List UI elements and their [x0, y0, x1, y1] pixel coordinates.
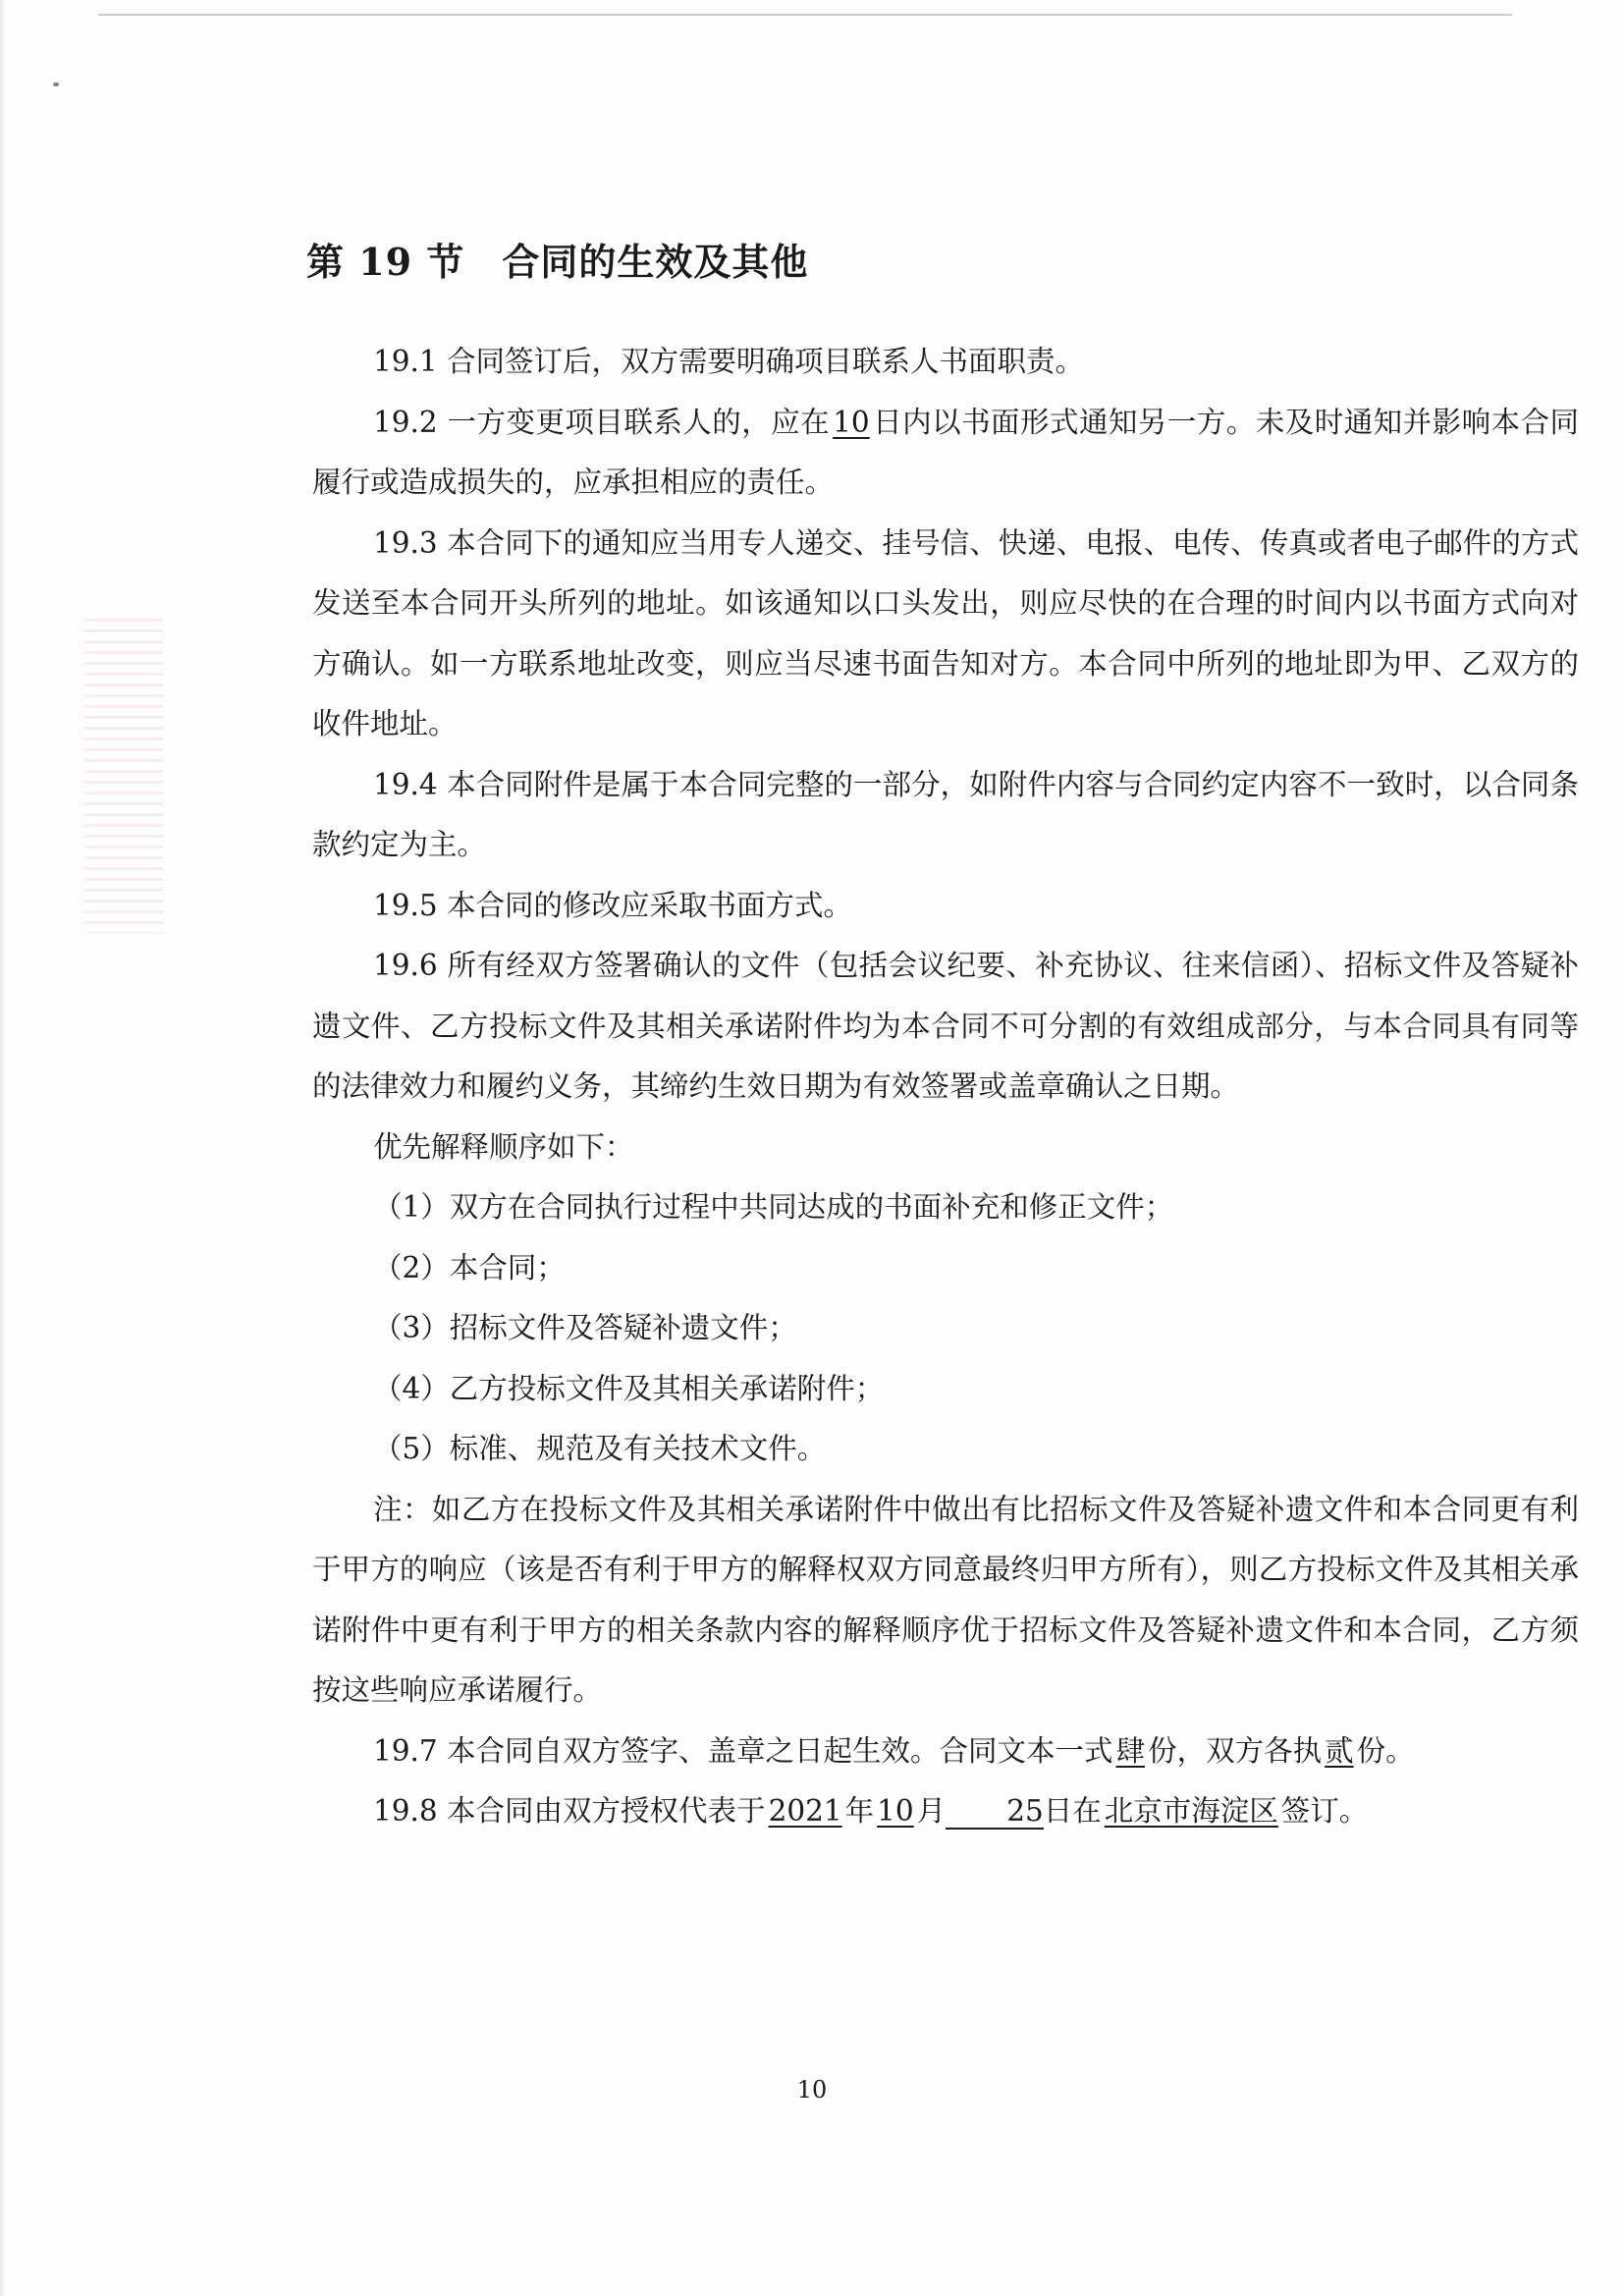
month-unit: 月 — [916, 1794, 947, 1828]
priority-item: （1）双方在合同执行过程中共同达成的书面补充和修正文件； — [373, 1190, 1174, 1224]
clause-19-2-text-end: 日内以书面形式通知另一方。未及时通知并影响本合同履行或造成损失的，应承担相应的责任。 — [312, 405, 1579, 499]
sign-month-value: 10 — [877, 1794, 914, 1828]
priority-intro: 优先解释顺序如下： — [373, 1129, 634, 1164]
page-number: 10 — [796, 2076, 828, 2104]
clause-19-6: 19.6 所有经双方签署确认的文件（包括会议纪要、补充协议、往来信函）、招标文件及答疑补遗文件、乙方投标文件及其相关承诺附件均为本合同不可分割的有效组成部分，与本合同具有同等的法律效力和履约义务，其缔约生效日期为有效签署或盖章确认之日期。 — [312, 949, 1579, 1103]
section-number: 第 19 节 — [306, 240, 465, 284]
year-unit: 年 — [844, 1794, 875, 1828]
sign-year-value: 2021 — [768, 1794, 842, 1828]
clause-19-2-text: 19.2 一方变更项目联系人的，应在 — [373, 405, 831, 439]
sign-place-value: 北京市海淀区 — [1104, 1794, 1278, 1828]
scan-edge-left — [0, 0, 6, 2296]
scan-edge-top — [98, 14, 1512, 16]
sign-day-value: 25 — [946, 1794, 1044, 1830]
priority-item: （5）标准、规范及有关技术文件。 — [373, 1432, 827, 1465]
clause-19-2 — [312, 393, 1579, 514]
clause-19-7 — [312, 1722, 1579, 1782]
clause-19-7-text-end: 份。 — [1356, 1733, 1415, 1768]
clause-19-8-text-end: 签订。 — [1280, 1794, 1369, 1828]
clause-19-7-text: 19.7 本合同自双方签字、盖章之日起生效。合同文本一式 — [373, 1733, 1113, 1768]
clause-19-4: 19.4 本合同附件是属于本合同完整的一部分，如附件内容与合同约定内容不一致时，以合同条款约定为主。 — [312, 767, 1579, 861]
scan-artifact-dot — [53, 82, 59, 86]
copies-each-value: 贰 — [1325, 1733, 1354, 1768]
day-unit: 日在 — [1043, 1794, 1102, 1828]
priority-item: （4）乙方投标文件及其相关承诺附件； — [373, 1371, 885, 1405]
priority-note: 注：如乙方在投标文件及其相关承诺附件中做出有比招标文件及答疑补遗文件和本合同更有利于甲方的响应（该是否有利于甲方的解释权双方同意最终归甲方所有），则乙方投标文件及其相关承诺附件中更有利于甲方的相关条款内容的解释顺序优于招标文件及答疑补遗文件和本合同，乙方须按这些响应承诺履行。 — [312, 1492, 1579, 1707]
section-heading — [306, 232, 808, 286]
clause-19-8 — [312, 1781, 1579, 1842]
clause-19-8-text: 19.8 本合同由双方授权代表于 — [373, 1794, 766, 1828]
clause-19-5: 19.5 本合同的修改应采取书面方式。 — [373, 888, 853, 922]
clause-19-1: 19.1 合同签订后，双方需要明确项目联系人书面职责。 — [373, 345, 1085, 378]
copies-total-value: 肆 — [1115, 1733, 1146, 1768]
section-title: 合同的生效及其他 — [502, 240, 809, 284]
contract-body — [312, 332, 1579, 1842]
priority-item: （2）本合同； — [373, 1250, 566, 1285]
notice-days-value: 10 — [833, 405, 870, 439]
priority-item: （3）招标文件及答疑补遗文件； — [373, 1311, 797, 1344]
clause-19-3: 19.3 本合同下的通知应当用专人递交、挂号信、快递、电报、电传、传真或者电子邮件的方式发送至本合同开头所列的地址。如该通知以口头发出，则应尽快的在合理的时间内以书面方式向对方确认。如一方联系地址改变，则应当尽速书面告知对方。本合同中所列的地址即为甲、乙双方的收件地址。 — [312, 525, 1579, 740]
stamp-bleed-through — [84, 619, 163, 933]
clause-19-7-text-mid: 份，双方各执 — [1148, 1733, 1323, 1768]
